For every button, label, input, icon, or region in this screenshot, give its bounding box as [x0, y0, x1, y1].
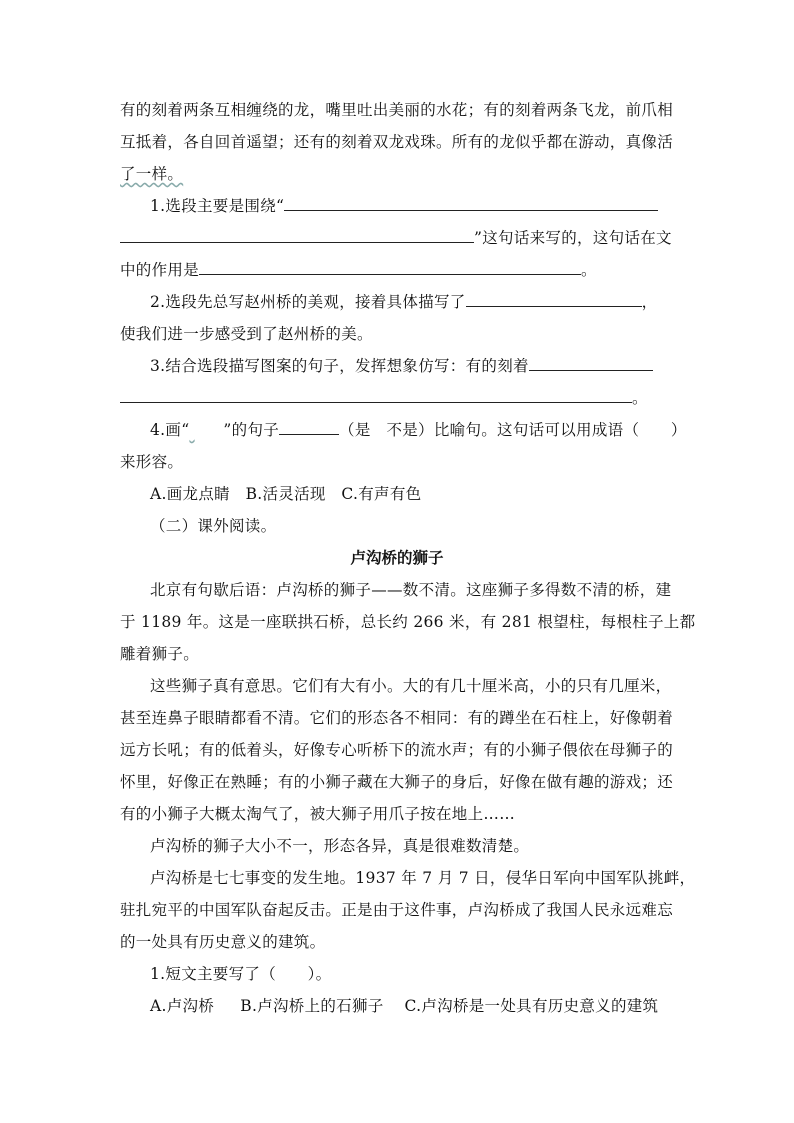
question-1-text: 。 — [581, 261, 597, 279]
question-4-text: （是 不是）比喻句。这句话可以用成语（ ） — [339, 421, 687, 439]
question-3-text: 3.结合选段描写图案的句子，发挥想象仿写：有的刻着 — [150, 357, 529, 375]
question-3-text: 。 — [632, 389, 648, 407]
article-line: 于 1189 年。这是一座联拱石桥，总长约 266 米，有 281 根望柱，每根柱子上都 — [120, 613, 696, 631]
article-line: 这些狮子真有意思。它们有大有小。大的有几十厘米高，小的只有几厘米， — [150, 677, 672, 695]
article-line: 有的小狮子大概太淘气了，被大狮子用爪子按在地上…… — [120, 805, 516, 823]
section-heading: （二）课外阅读。 — [150, 517, 277, 535]
question-1-cont — [120, 260, 597, 280]
option-c[interactable]: C.有声有色 — [341, 485, 422, 503]
question-4-cont: 来形容。 — [120, 453, 184, 471]
question-1-text: 1.选段主要是围绕“ — [150, 197, 285, 215]
answer-blank[interactable] — [466, 292, 642, 307]
article-line: 卢沟桥是七七事变的发生地。1937 年 7 月 7 日，侵华日军向中国军队挑衅， — [150, 869, 696, 887]
option-c[interactable]: C.卢沟桥是一处具有历史意义的建筑 — [404, 997, 659, 1015]
question-2-cont: 使我们进一步感受到了赵州桥的美。 — [120, 325, 373, 343]
passage-line — [120, 164, 183, 184]
option-a[interactable]: A.卢沟桥 — [150, 997, 215, 1015]
question-1-text: 中的作用是 — [120, 261, 200, 279]
answer-blank[interactable] — [284, 196, 658, 211]
reading-question-1: 1.短文主要写了（ ）。 — [150, 965, 332, 983]
question-4-text: ”的句子 — [223, 421, 280, 439]
article-line: 的一处具有历史意义的建筑。 — [120, 933, 326, 951]
question-4 — [150, 420, 687, 440]
article-line: 驻扎宛平的中国军队奋起反击。正是由于这件事，卢沟桥成了我国人民永远难忘 — [120, 901, 674, 919]
answer-blank[interactable] — [529, 356, 653, 371]
passage-line: 有的刻着两条互相缠绕的龙，嘴里吐出美丽的水花；有的刻着两条飞龙，前爪相 — [120, 101, 674, 119]
question-1-text: ”这句话来写的，这句话在文 — [474, 229, 672, 247]
article-line: 卢沟桥的狮子大小不一，形态各异，真是很难数清楚。 — [150, 837, 530, 855]
passage-line: 互抵着，各自回首遥望；还有的刻着双龙戏珠。所有的龙似乎都在游动，真像活 — [120, 133, 674, 151]
question-4-text: 4.画“ — [150, 421, 190, 439]
question-4-options — [150, 484, 421, 504]
article-line: 怀里，好像正在熟睡；有的小狮子藏在大狮子的身后，好像在做有趣的游戏；还 — [120, 773, 674, 791]
answer-blank[interactable] — [120, 388, 632, 403]
article-line: 甚至连鼻子眼睛都看不清。它们的形态各不相同：有的蹲坐在石柱上，好像朝着 — [120, 709, 674, 727]
answer-blank[interactable] — [199, 260, 581, 275]
article-line: 北京有句歇后语：卢沟桥的狮子——数不清。这座狮子多得数不清的桥，建 — [150, 581, 672, 599]
article-line: 远方长吼；有的低着头，好像专心听桥下的流水声；有的小狮子偎依在母狮子的 — [120, 741, 674, 759]
option-b[interactable]: B.活灵活现 — [245, 485, 326, 503]
question-2-text: ， — [641, 293, 658, 311]
article-line: 雕着狮子。 — [120, 645, 200, 663]
option-a[interactable]: A.画龙点睛 — [150, 485, 230, 503]
passage-line-end: 了一样。 — [120, 165, 184, 183]
wavy-line-marker — [189, 420, 223, 440]
question-1-cont — [120, 228, 672, 248]
question-3-cont — [120, 388, 648, 408]
question-3 — [150, 356, 653, 376]
question-2-text: 2.选段先总写赵州桥的美观，接着具体描写了 — [150, 293, 466, 311]
option-b[interactable]: B.卢沟桥上的石狮子 — [240, 997, 384, 1015]
question-1 — [150, 196, 658, 216]
question-2 — [150, 292, 657, 312]
answer-blank[interactable] — [120, 228, 474, 243]
reading-question-1-options — [150, 996, 658, 1016]
answer-blank[interactable] — [279, 420, 339, 435]
article-title: 卢沟桥的狮子 — [350, 548, 444, 567]
